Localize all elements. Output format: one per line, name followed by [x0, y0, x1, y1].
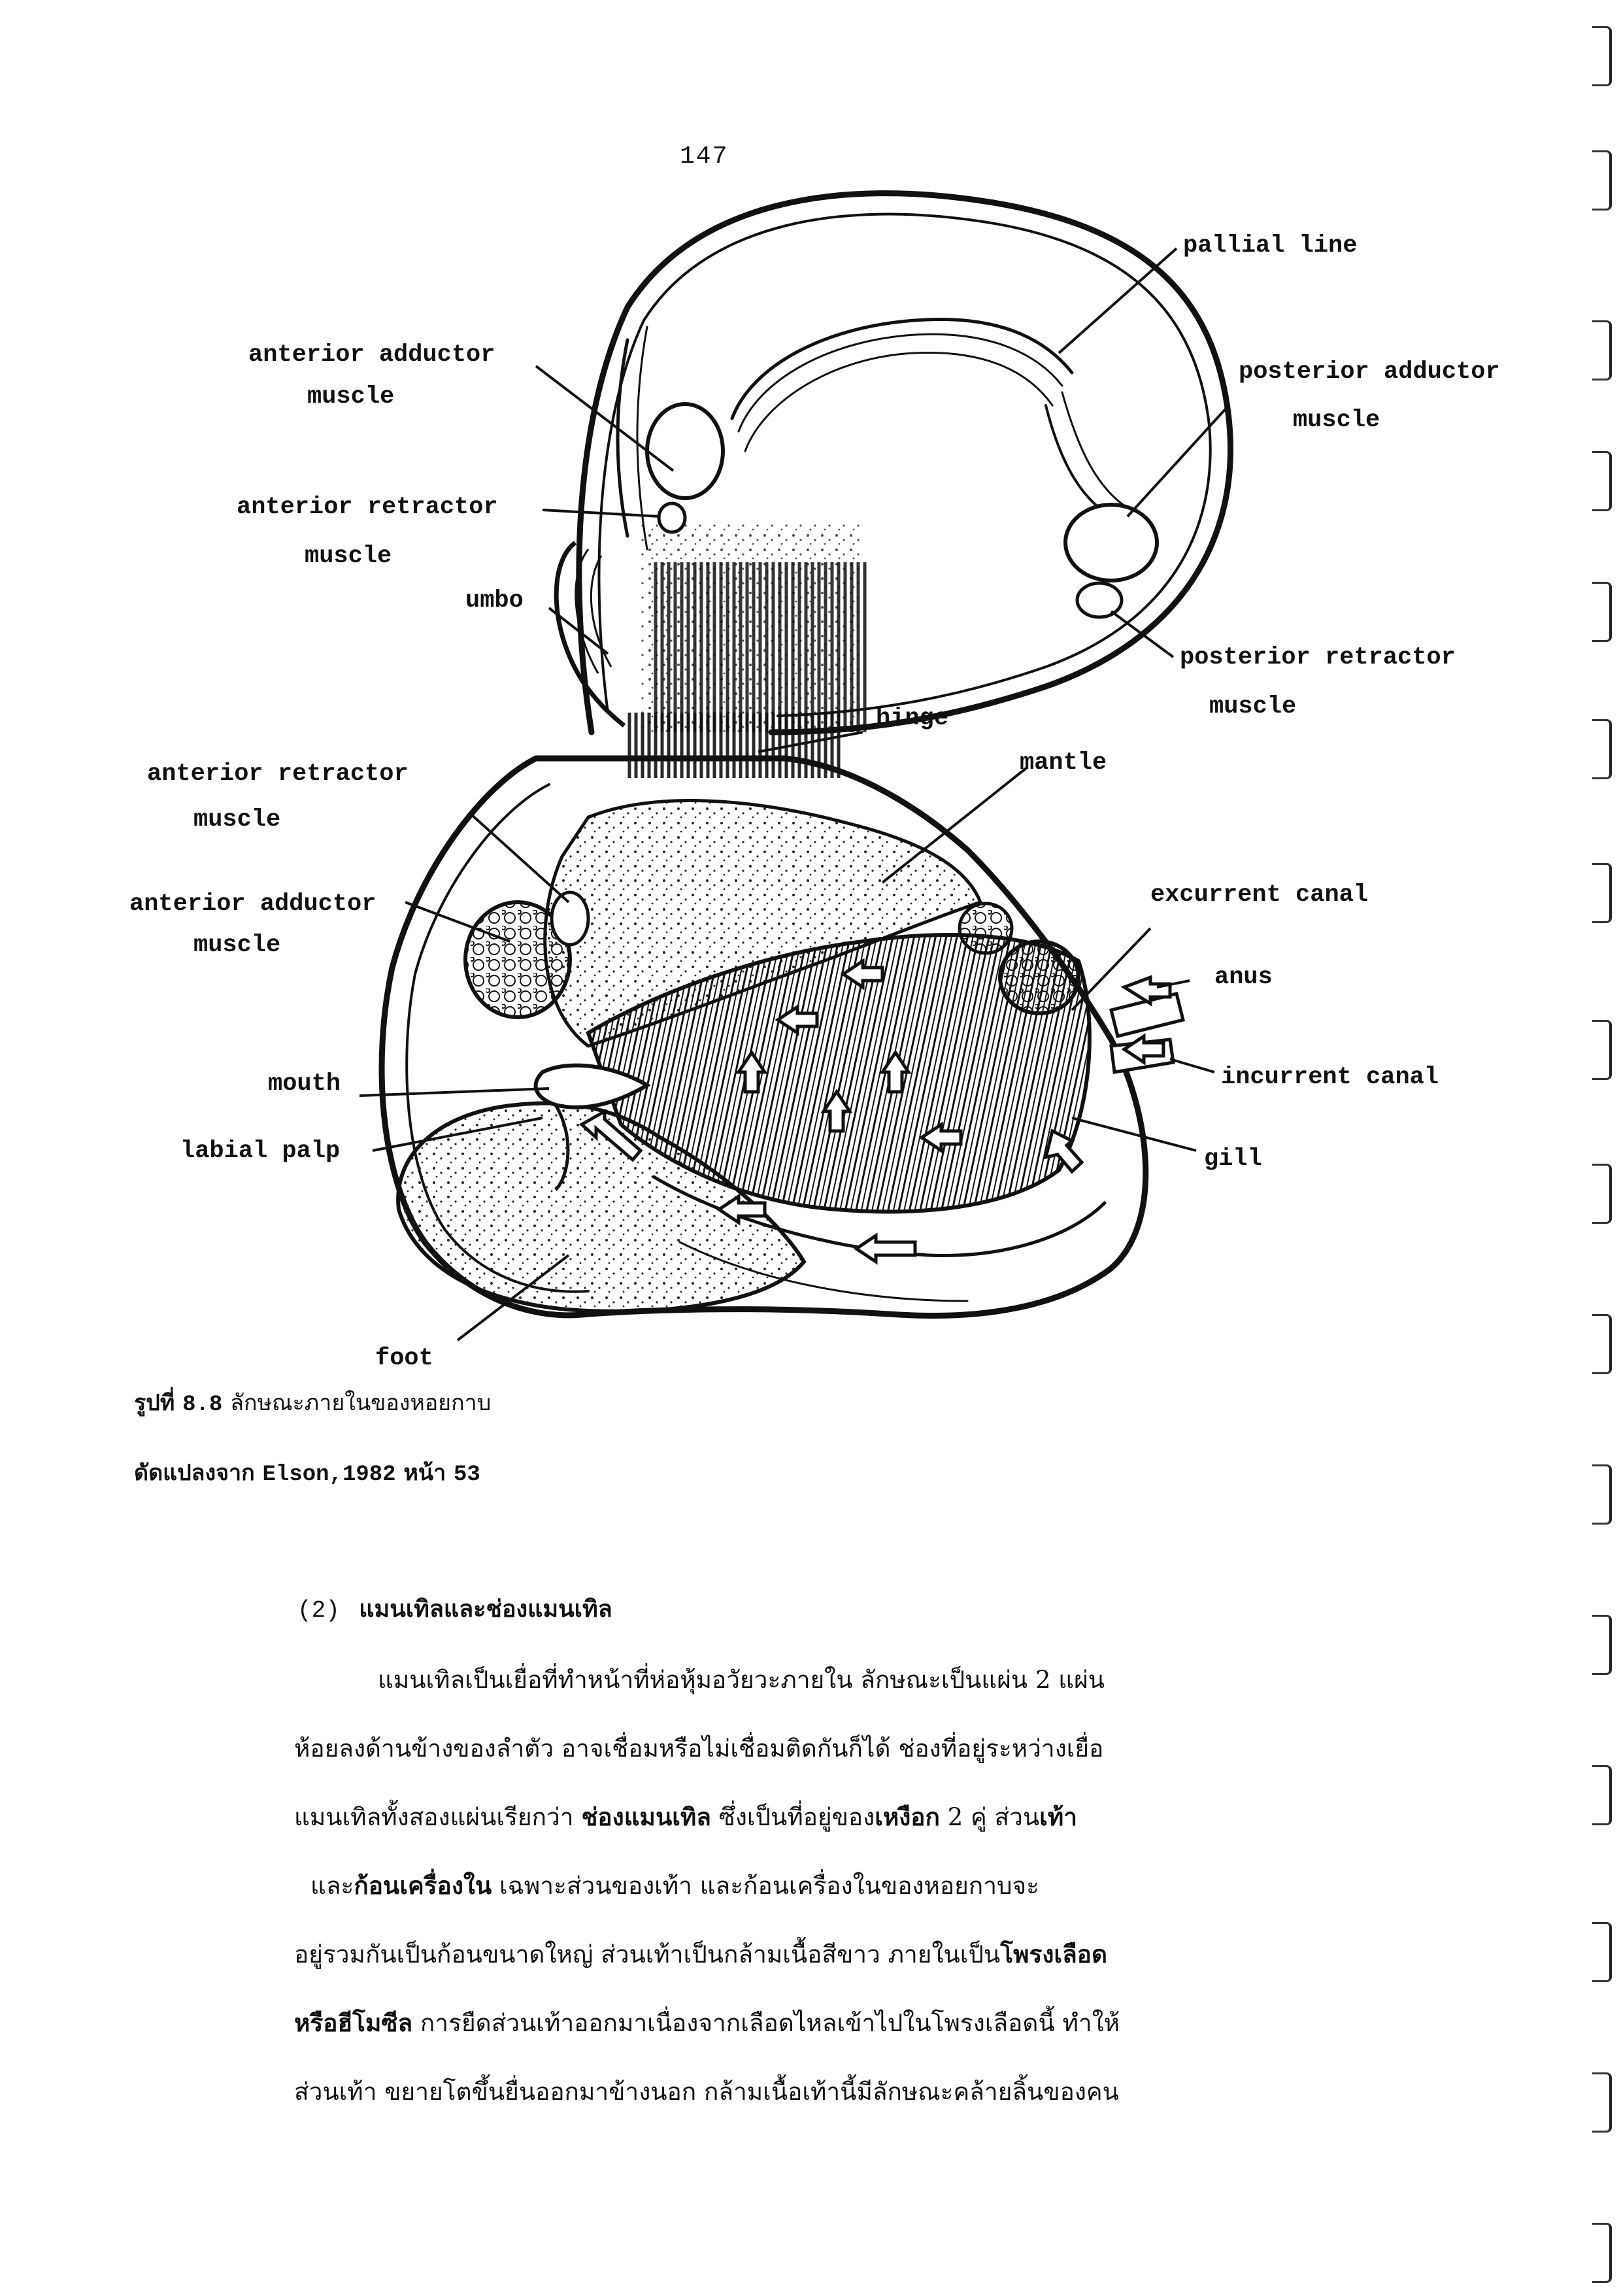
label-posterior-adductor-muscle: muscle [1293, 407, 1380, 434]
body-text: และ [310, 1872, 354, 1900]
term-gill: เหงือก [875, 1803, 940, 1831]
label-anterior-adductor-lower-muscle: muscle [193, 932, 281, 959]
caption-figure-number: 8.8 [182, 1393, 223, 1417]
term-visceral-mass: ก้อนเครื่องใน [354, 1872, 492, 1900]
anterior-retractor-muscle-lower [552, 892, 588, 945]
posterior-retractor-lower [960, 903, 1012, 953]
label-anterior-retractor-lower-muscle: muscle [193, 806, 281, 834]
figure-caption-line1 [134, 1385, 491, 1420]
body-text: แมนเทิลทั้งสองแผ่นเรียกว่า [294, 1803, 582, 1831]
body-line-7: ส่วนเท้า ขยายโตขึ้นยื่นออกมาข้างนอก กล้ามเนื้อเท้านี้มีลักษณะคล้ายลิ้นของคน [294, 2078, 1119, 2106]
label-anterior-adductor-upper: anterior adductor [248, 341, 495, 369]
label-gill: gill [1204, 1145, 1262, 1173]
body-text: 2 คู่ ส่วน [939, 1803, 1040, 1831]
body-line-4 [310, 1866, 1039, 1905]
label-anterior-adductor-upper-muscle: muscle [307, 383, 395, 411]
term-mantle-cavity: ช่องแมนเทิล [581, 1803, 711, 1831]
label-anterior-retractor-lower: anterior retractor [147, 760, 409, 788]
term-hemocoel: หรือฮีโมซีล [294, 2009, 413, 2037]
body-line-3 [294, 1798, 1077, 1836]
label-anterior-adductor-lower: anterior adductor [129, 890, 376, 918]
body-text: เฉพาะส่วนของเท้า และก้อนเครื่องในของหอยกาบจะ [492, 1872, 1040, 1900]
hinge-teeth [627, 713, 843, 778]
caption-source: Elson,1982 [262, 1462, 396, 1487]
caption-source-prefix: ดัดแปลงจาก [134, 1460, 255, 1486]
caption-prefix: รูปที่ [134, 1390, 175, 1416]
posterior-muscle-lower [1000, 941, 1078, 1013]
section-number: (2) [297, 1597, 340, 1624]
figure-caption-line2 [134, 1455, 480, 1490]
label-posterior-retractor-muscle: muscle [1209, 693, 1297, 720]
body-line-5 [294, 1935, 1107, 1974]
body-line-6 [294, 2004, 1120, 2042]
anterior-retractor-muscle-upper [659, 503, 685, 532]
anterior-adductor-muscle-upper [647, 404, 723, 498]
body-line-2: ห้อยลงด้านข้างของลำตัว อาจเชื่อมหรือไม่เชื่อมติดกันก็ได้ ช่องที่อยู่ระหว่างเยื่อ [294, 1734, 1104, 1763]
posterior-retractor-muscle [1077, 583, 1122, 617]
body-text: การยืดส่วนเท้าออกมาเนื่องจากเลือดไหลเข้าไปในโพรงเลือดนี้ ทำให้ [412, 2009, 1120, 2037]
body-line-1: แมนเทิลเป็นเยื่อที่ทำหน้าที่ห่อหุ้มอวัยวะภายใน ลักษณะเป็นแผ่น 2 แผ่น [378, 1666, 1105, 1694]
term-blood-sinus: โพรงเลือด [1000, 1940, 1108, 1968]
lower-shell-and-body [382, 758, 1146, 1315]
caption-page-word: หน้า [403, 1460, 446, 1486]
label-anus: anus [1214, 964, 1273, 991]
label-anterior-retractor-upper: anterior retractor [237, 494, 498, 521]
label-excurrent-canal: excurrent canal [1150, 881, 1369, 909]
label-pallial-line: pallial line [1183, 232, 1358, 260]
label-hinge: hinge [876, 705, 949, 732]
label-mouth: mouth [268, 1070, 341, 1098]
label-anterior-retractor-upper-muscle: muscle [305, 543, 392, 570]
label-foot: foot [375, 1345, 433, 1372]
section-title: แมนเทิลและช่องแมนเทิล [359, 1596, 612, 1623]
label-umbo: umbo [465, 587, 524, 615]
umbo-region [556, 543, 624, 726]
label-mantle: mantle [1020, 749, 1107, 777]
label-labial-palp: labial palp [180, 1138, 341, 1165]
section-heading [297, 1590, 612, 1627]
label-posterior-retractor: posterior retractor [1180, 644, 1456, 671]
body-text: ซึ่งเป็นที่อยู่ของ [710, 1803, 875, 1831]
hinge-ligament [654, 562, 869, 732]
label-posterior-adductor: posterior adductor [1239, 358, 1500, 386]
page-number: 147 [680, 143, 729, 171]
caption-text: ลักษณะภายในของหอยกาบ [230, 1390, 492, 1416]
body-text: อยู่รวมกันเป็นก้อนขนาดใหญ่ ส่วนเท้าเป็นกล้ามเนื้อสีขาว ภายในเป็น [294, 1940, 1001, 1968]
caption-page-number: 53 [454, 1462, 480, 1487]
term-foot: เท้า [1039, 1803, 1077, 1831]
label-incurrent-canal: incurrent canal [1221, 1064, 1439, 1091]
posterior-adductor-muscle [1065, 505, 1157, 581]
